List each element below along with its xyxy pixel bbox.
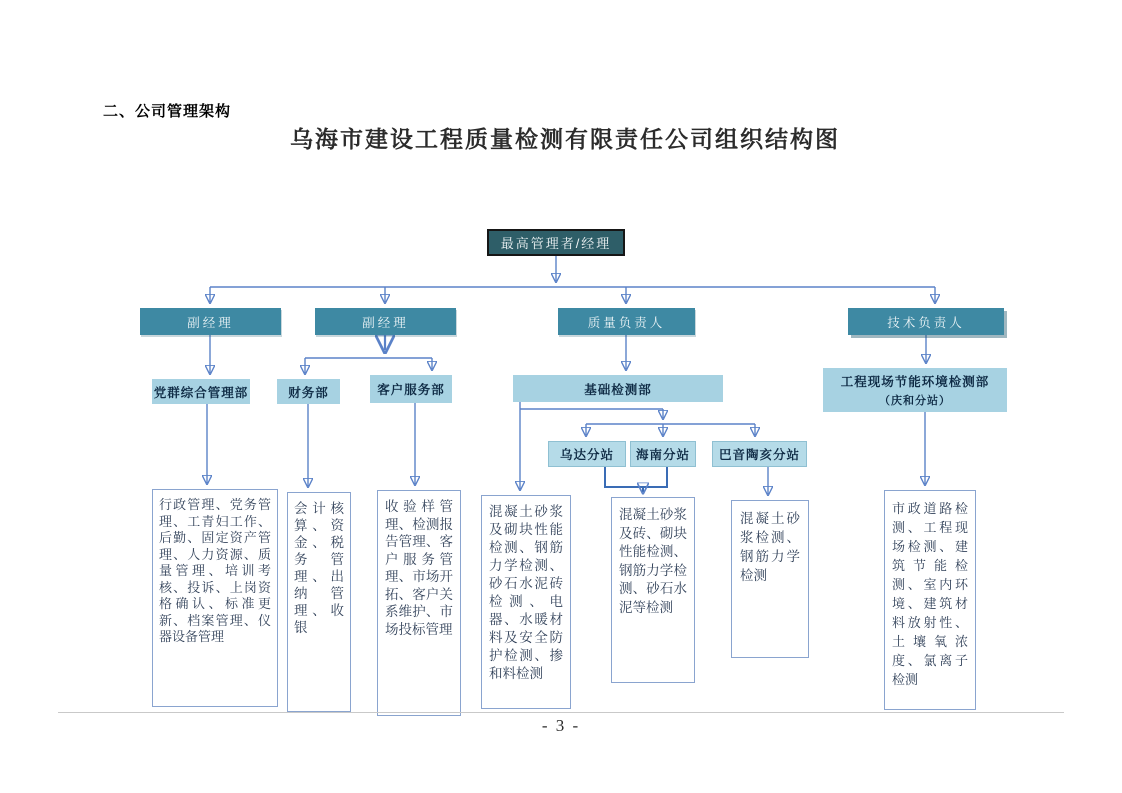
- org-node-customer-service-dept: 客户服务部: [370, 375, 452, 403]
- detail-wuda-hainan-duties: 混凝土砂浆及砖、砌块性能检测、钢筋力学检测、砂石水泥等检测: [611, 497, 695, 683]
- org-node-technical-manager: 技术负责人: [848, 308, 1004, 335]
- org-node-deputy-manager-2: 副经理: [315, 308, 456, 335]
- org-node-quality-manager: 质量负责人: [558, 308, 695, 335]
- detail-customer-service-duties: 收验样管理、检测报告管理、客户服务管理、市场开拓、客户关系维护、市场投标管理: [377, 490, 461, 716]
- page-number: - 3 -: [541, 716, 581, 735]
- org-node-wuda-station: 乌达分站: [548, 441, 626, 467]
- detail-base-testing-duties: 混凝土砂浆及砌块性能检测、钢筋力学检测、砂石水泥砖检测、电器、水暖材料及安全防护检测、掺和料检测: [481, 495, 571, 709]
- org-node-site-energy-env-dept: [823, 368, 1007, 412]
- section-heading: 二、公司管理架构: [103, 103, 232, 120]
- footer-divider: [58, 712, 1064, 713]
- detail-bayintaohai-duties: 混凝土砂浆检测、钢筋力学检测: [731, 500, 809, 658]
- org-node-bayintaohai-station: 巴音陶亥分站: [712, 441, 807, 467]
- org-chart-title: 乌海市建设工程质量检测有限责任公司组织结构图: [290, 126, 840, 152]
- site-dept-branch: （庆和分站）: [879, 395, 951, 407]
- site-dept-name: 工程现场节能环境检测部: [840, 375, 990, 389]
- org-node-top-manager: 最高管理者/经理: [487, 229, 625, 256]
- detail-finance-duties: 会计核算、资金、税务管理、出纳管理、收银: [287, 492, 351, 712]
- org-node-finance-dept: 财务部: [277, 379, 340, 404]
- org-node-deputy-manager-1: 副经理: [140, 308, 281, 335]
- org-node-hainan-station: 海南分站: [630, 441, 696, 467]
- detail-party-duties: 行政管理、党务管理、工青妇工作、后勤、固定资产管理、人力资源、质量管理、培训考核、投诉、上岗资格确认、标准更新、档案管理、仪器设备管理: [152, 489, 278, 707]
- org-node-base-testing-dept: 基础检测部: [513, 375, 723, 402]
- connector-bracket: [605, 467, 667, 487]
- detail-site-energy-env-duties: 市政道路检测、工程现场检测、建筑节能检测、室内环境、建筑材料放射性、土壤氧浓度、氯离子检测: [884, 490, 976, 710]
- org-node-party-dept: 党群综合管理部: [152, 379, 250, 404]
